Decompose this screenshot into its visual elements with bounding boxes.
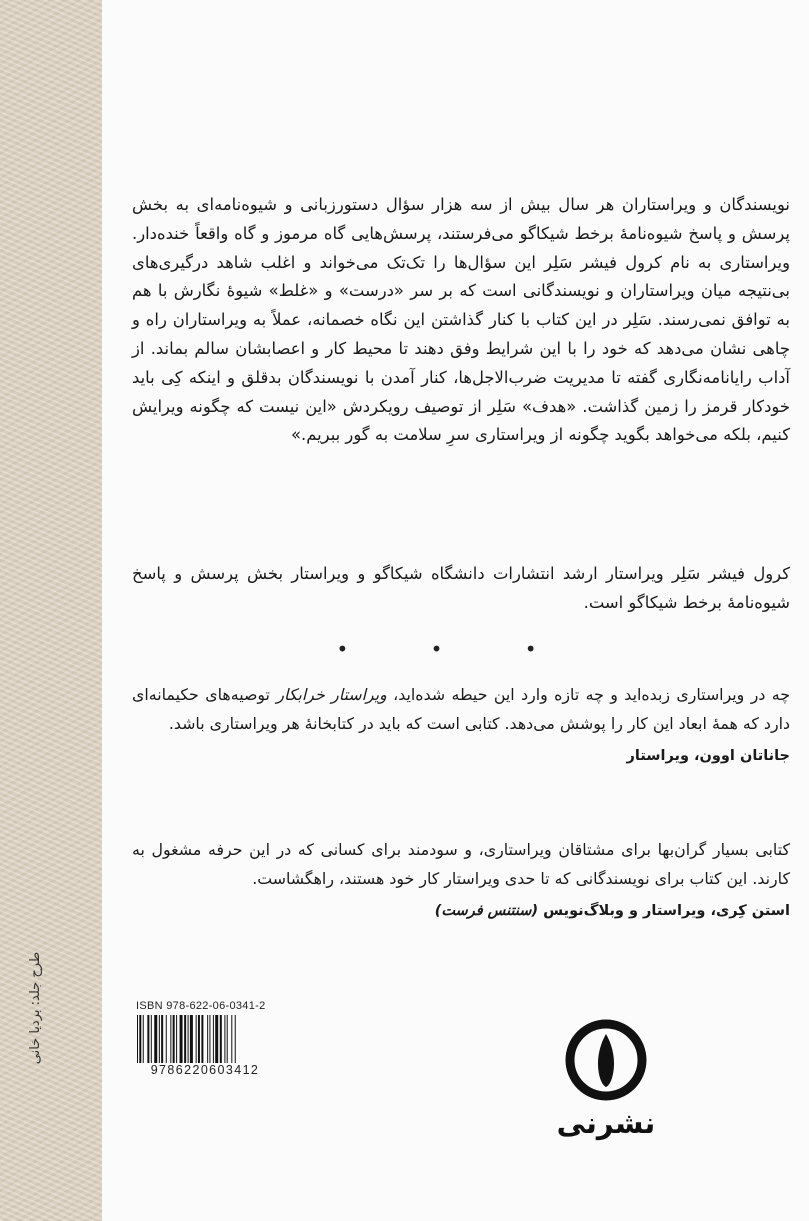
- review-2: [132, 836, 790, 926]
- book-description: [132, 191, 790, 450]
- publisher-name: نشرنی: [556, 1106, 656, 1140]
- barcode-bars: [136, 1015, 274, 1063]
- review-2-attribution-source: (سنتنس فرست): [434, 903, 539, 919]
- review-1: [132, 681, 790, 771]
- review-1-book-title: ویراستار خرابکار: [276, 685, 387, 704]
- review-1-attribution: جاناتان اوون، ویراستار: [626, 748, 790, 764]
- review-1-text-before: چه در ویراستاری زبده‌اید و چه تازه وارد این حیطه شده‌اید،: [386, 685, 790, 704]
- barcode-number: 9786220603412: [150, 1063, 260, 1077]
- back-cover: [102, 0, 809, 1221]
- book-spine: [0, 0, 103, 1221]
- section-separator: • • •: [336, 637, 575, 661]
- cover-design-credit: طرح جلد: بردیا خانی: [28, 951, 43, 1065]
- review-1-text: [132, 681, 790, 738]
- description-paragraph: نویسندگان و ویراستاران هر سال بیش از سه هزار سؤال دستورزبانی و شیوه‌نامه‌ای به بخش پرسش و پاسخ شیوه‌نامهٔ برخط شیکاگو می‌فرستند، پرسش‌هایی گاه مرموز و گاه واقعاً خنده‌دار. ویراستاری به نام کرول فیشر سَلِر این سؤال‌ها را تک‌تک می‌خواند و اغلب شاهد درگیری‌های بی‌نتیجه میان ویراستاران و نویسندگانی است که بر سر «درست» و «غلط» شیوهٔ نگارش با هم به توافق نمی‌رسند. سَلِر در این کتاب با کنار گذاشتن این نگاه خصمانه، عملاً به ویراستاران راه و چاهی نشان می‌دهد که خود را با این شرایط وفق دهند تا محیط کار و اعصابشان سالم بماند. از آداب رایانامه‌نگاری گفته تا مدیریت ضرب‌الاجل‌ها، کنار آمدن با نویسندگان بدقلق و اینکه کِی باید خودکار قرمز را زمین گذاشت. «هدف» سَلِر از توصیف رویکردش «این نیست که چگونه ویرایش کنیم، بلکه می‌خواهد بگوید چگونه از ویراستاری سرِ سلامت به گور ببریم.»: [132, 195, 790, 445]
- review-1-text-after: توصیه‌های حکیمانه‌ای دارد که همهٔ ابعاد این کار را پوشش می‌دهد. کتابی است که باید در کتابخانهٔ هر ویراستاری باشد.: [132, 685, 790, 733]
- publisher-logo-icon: [564, 1018, 648, 1102]
- isbn-label: ISBN 978-622-06-0341-2: [136, 1000, 266, 1012]
- review-2-text: کتابی بسیار گران‌بها برای مشتاقان ویراستاری، و سودمند برای کسانی که در این حرفه مشغول به کارند. این کتاب برای نویسندگانی که تا حدی ویراستار کار خود هستند، راهگشاست.: [132, 840, 790, 888]
- review-2-attribution: [132, 897, 790, 926]
- author-bio-paragraph: کرول فیشر سَلِر ویراستار ارشد انتشارات دانشگاه شیکاگو و ویراستار بخش پرسش و پاسخ شیوه‌نامهٔ برخط شیکاگو است.: [132, 564, 790, 612]
- author-bio: [132, 560, 790, 618]
- review-2-attribution-name: استن کِری، ویراستار و وبلاگ‌نویس: [538, 903, 790, 919]
- isbn-barcode: [136, 1000, 274, 1077]
